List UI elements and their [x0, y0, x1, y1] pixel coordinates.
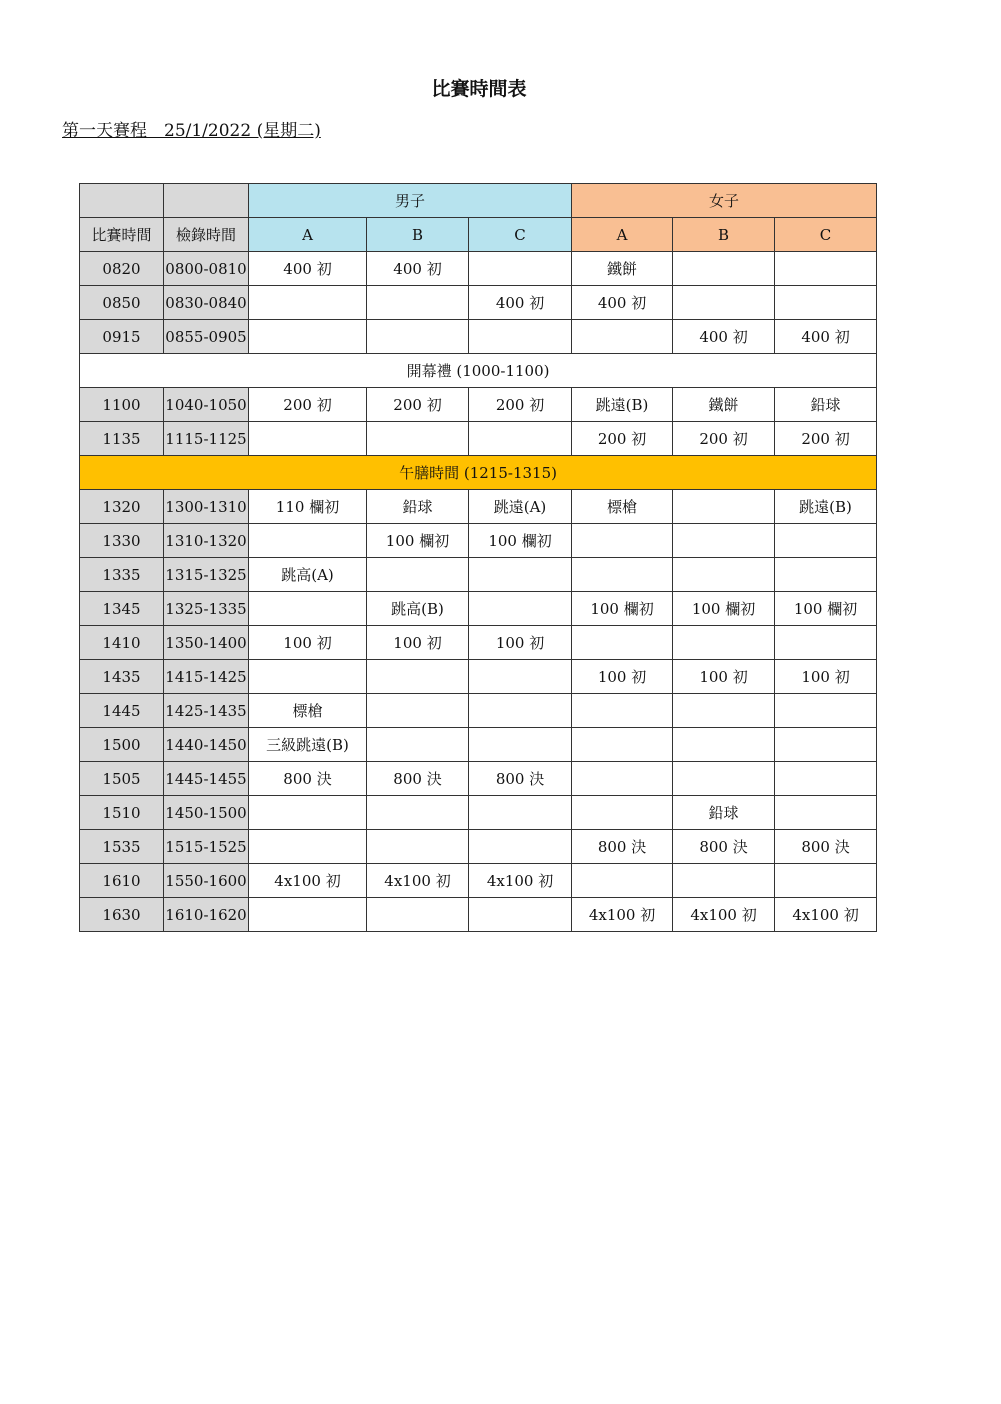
header-male: 男子 — [249, 184, 572, 218]
female-event-cell: 鐵餅 — [572, 252, 673, 286]
header-row-groups — [80, 218, 877, 252]
schedule-row — [80, 320, 877, 354]
male-event-cell — [249, 660, 367, 694]
male-event-cell — [367, 558, 469, 592]
checkin-time-cell: 1325-1335 — [164, 592, 249, 626]
male-event-cell — [367, 286, 469, 320]
male-event-cell: 100 欄初 — [469, 524, 572, 558]
competition-time-cell: 1610 — [80, 864, 164, 898]
female-event-cell: 400 初 — [775, 320, 877, 354]
checkin-time-cell: 0800-0810 — [164, 252, 249, 286]
schedule-row — [80, 524, 877, 558]
schedule-row — [80, 388, 877, 422]
checkin-time-cell: 1445-1455 — [164, 762, 249, 796]
competition-time-cell: 1135 — [80, 422, 164, 456]
schedule-row — [80, 252, 877, 286]
competition-time-cell: 0915 — [80, 320, 164, 354]
female-event-cell: 400 初 — [673, 320, 775, 354]
male-event-cell: 200 初 — [367, 388, 469, 422]
female-event-cell: 100 初 — [775, 660, 877, 694]
male-event-cell — [249, 320, 367, 354]
female-event-cell: 800 決 — [673, 830, 775, 864]
female-event-cell: 100 欄初 — [572, 592, 673, 626]
male-event-cell — [249, 592, 367, 626]
female-event-cell: 4x100 初 — [775, 898, 877, 932]
schedule-row — [80, 490, 877, 524]
female-event-cell — [775, 762, 877, 796]
header-blank-cell — [80, 184, 164, 218]
competition-time-cell: 1500 — [80, 728, 164, 762]
competition-time-cell: 1320 — [80, 490, 164, 524]
male-event-cell: 4x100 初 — [367, 864, 469, 898]
competition-time-cell: 1100 — [80, 388, 164, 422]
female-event-cell: 4x100 初 — [572, 898, 673, 932]
banner-cell: 午膳時間 (1215-1315) — [80, 456, 877, 490]
male-event-cell — [367, 796, 469, 830]
female-event-cell: 800 決 — [775, 830, 877, 864]
header-female-group: C — [775, 218, 877, 252]
checkin-time-cell: 1300-1310 — [164, 490, 249, 524]
male-event-cell — [469, 694, 572, 728]
female-event-cell — [775, 286, 877, 320]
schedule-row — [80, 286, 877, 320]
female-event-cell: 跳遠(B) — [775, 490, 877, 524]
checkin-time-cell: 1040-1050 — [164, 388, 249, 422]
checkin-time-cell: 1515-1525 — [164, 830, 249, 864]
female-event-cell — [572, 524, 673, 558]
checkin-time-cell: 1440-1450 — [164, 728, 249, 762]
female-event-cell: 鐵餅 — [673, 388, 775, 422]
female-event-cell — [775, 796, 877, 830]
schedule-row — [80, 864, 877, 898]
male-event-cell: 100 初 — [469, 626, 572, 660]
checkin-time-cell: 1425-1435 — [164, 694, 249, 728]
male-event-cell — [469, 728, 572, 762]
male-event-cell: 跳遠(A) — [469, 490, 572, 524]
female-event-cell: 鉛球 — [673, 796, 775, 830]
schedule-row — [80, 898, 877, 932]
female-event-cell — [775, 558, 877, 592]
female-event-cell — [572, 728, 673, 762]
female-event-cell: 100 初 — [673, 660, 775, 694]
competition-time-cell: 1345 — [80, 592, 164, 626]
female-event-cell — [673, 694, 775, 728]
schedule-row — [80, 592, 877, 626]
competition-time-cell: 0820 — [80, 252, 164, 286]
female-event-cell: 100 欄初 — [673, 592, 775, 626]
competition-time-cell: 0850 — [80, 286, 164, 320]
checkin-time-cell: 1610-1620 — [164, 898, 249, 932]
male-event-cell — [469, 592, 572, 626]
female-event-cell: 400 初 — [572, 286, 673, 320]
schedule-row — [80, 728, 877, 762]
competition-time-cell: 1410 — [80, 626, 164, 660]
male-event-cell — [469, 252, 572, 286]
male-event-cell: 800 決 — [367, 762, 469, 796]
checkin-time-cell: 1350-1400 — [164, 626, 249, 660]
male-event-cell: 標槍 — [249, 694, 367, 728]
checkin-time-cell: 1310-1320 — [164, 524, 249, 558]
male-event-cell: 400 初 — [469, 286, 572, 320]
male-event-cell — [367, 660, 469, 694]
male-event-cell — [249, 796, 367, 830]
female-event-cell: 100 欄初 — [775, 592, 877, 626]
male-event-cell: 跳高(A) — [249, 558, 367, 592]
competition-time-cell: 1335 — [80, 558, 164, 592]
banner-cell: 開幕禮 (1000-1100) — [80, 354, 877, 388]
female-event-cell — [572, 626, 673, 660]
male-event-cell: 800 決 — [249, 762, 367, 796]
header-blank-cell — [164, 184, 249, 218]
female-event-cell — [572, 694, 673, 728]
male-event-cell: 400 初 — [367, 252, 469, 286]
female-event-cell — [572, 762, 673, 796]
schedule-row — [80, 796, 877, 830]
male-event-cell: 鉛球 — [367, 490, 469, 524]
male-event-cell — [469, 898, 572, 932]
male-event-cell: 400 初 — [249, 252, 367, 286]
checkin-time-cell: 1550-1600 — [164, 864, 249, 898]
competition-time-cell: 1445 — [80, 694, 164, 728]
female-event-cell — [673, 626, 775, 660]
female-event-cell — [673, 286, 775, 320]
competition-time-cell: 1330 — [80, 524, 164, 558]
male-event-cell: 跳高(B) — [367, 592, 469, 626]
male-event-cell — [469, 422, 572, 456]
male-event-cell — [469, 320, 572, 354]
female-event-cell — [572, 796, 673, 830]
female-event-cell — [775, 626, 877, 660]
checkin-time-cell: 1315-1325 — [164, 558, 249, 592]
checkin-time-cell: 1415-1425 — [164, 660, 249, 694]
competition-time-cell: 1505 — [80, 762, 164, 796]
male-event-cell — [249, 422, 367, 456]
male-event-cell — [249, 830, 367, 864]
lunch-break-row — [80, 456, 877, 490]
female-event-cell — [775, 694, 877, 728]
header-female-group: B — [673, 218, 775, 252]
male-event-cell — [469, 660, 572, 694]
female-event-cell — [673, 864, 775, 898]
male-event-cell — [367, 422, 469, 456]
male-event-cell — [469, 558, 572, 592]
female-event-cell: 鉛球 — [775, 388, 877, 422]
ceremony-row — [80, 354, 877, 388]
competition-time-cell: 1510 — [80, 796, 164, 830]
schedule-row — [80, 694, 877, 728]
female-event-cell: 100 初 — [572, 660, 673, 694]
page-title: 比賽時間表 — [431, 78, 527, 100]
female-event-cell: 800 決 — [572, 830, 673, 864]
schedule-row — [80, 422, 877, 456]
header-male-group: A — [249, 218, 367, 252]
female-event-cell: 200 初 — [673, 422, 775, 456]
male-event-cell — [249, 524, 367, 558]
checkin-time-cell: 0830-0840 — [164, 286, 249, 320]
male-event-cell — [367, 728, 469, 762]
header-female: 女子 — [572, 184, 877, 218]
male-event-cell: 110 欄初 — [249, 490, 367, 524]
schedule-row — [80, 626, 877, 660]
male-event-cell — [249, 286, 367, 320]
male-event-cell: 800 決 — [469, 762, 572, 796]
female-event-cell: 200 初 — [572, 422, 673, 456]
male-event-cell: 200 初 — [469, 388, 572, 422]
female-event-cell: 4x100 初 — [673, 898, 775, 932]
female-event-cell — [572, 320, 673, 354]
schedule-row — [80, 830, 877, 864]
male-event-cell: 三級跳遠(B) — [249, 728, 367, 762]
female-event-cell — [572, 558, 673, 592]
schedule-row — [80, 558, 877, 592]
header-checkin-time: 檢錄時間 — [164, 218, 249, 252]
checkin-time-cell: 1450-1500 — [164, 796, 249, 830]
header-female-group: A — [572, 218, 673, 252]
schedule-row — [80, 762, 877, 796]
header-male-group: B — [367, 218, 469, 252]
female-event-cell — [673, 762, 775, 796]
male-event-cell: 100 初 — [367, 626, 469, 660]
day-schedule-heading: 第一天賽程 25/1/2022 (星期二) — [62, 121, 321, 141]
male-event-cell: 4x100 初 — [469, 864, 572, 898]
female-event-cell: 200 初 — [775, 422, 877, 456]
schedule-row — [80, 660, 877, 694]
header-row-gender — [80, 184, 877, 218]
male-event-cell — [469, 830, 572, 864]
female-event-cell — [673, 728, 775, 762]
female-event-cell — [775, 864, 877, 898]
female-event-cell — [673, 524, 775, 558]
male-event-cell — [367, 898, 469, 932]
competition-time-cell: 1435 — [80, 660, 164, 694]
female-event-cell — [673, 252, 775, 286]
male-event-cell: 200 初 — [249, 388, 367, 422]
female-event-cell: 標槍 — [572, 490, 673, 524]
female-event-cell — [775, 252, 877, 286]
checkin-time-cell: 1115-1125 — [164, 422, 249, 456]
female-event-cell: 跳遠(B) — [572, 388, 673, 422]
male-event-cell — [249, 898, 367, 932]
male-event-cell — [469, 796, 572, 830]
female-event-cell — [775, 728, 877, 762]
competition-time-cell: 1535 — [80, 830, 164, 864]
male-event-cell: 100 欄初 — [367, 524, 469, 558]
male-event-cell: 4x100 初 — [249, 864, 367, 898]
checkin-time-cell: 0855-0905 — [164, 320, 249, 354]
male-event-cell — [367, 694, 469, 728]
female-event-cell — [673, 558, 775, 592]
header-competition-time: 比賽時間 — [80, 218, 164, 252]
competition-time-cell: 1630 — [80, 898, 164, 932]
female-event-cell — [572, 864, 673, 898]
female-event-cell — [673, 490, 775, 524]
male-event-cell: 100 初 — [249, 626, 367, 660]
male-event-cell — [367, 830, 469, 864]
female-event-cell — [775, 524, 877, 558]
male-event-cell — [367, 320, 469, 354]
header-male-group: C — [469, 218, 572, 252]
schedule-table — [79, 183, 877, 932]
